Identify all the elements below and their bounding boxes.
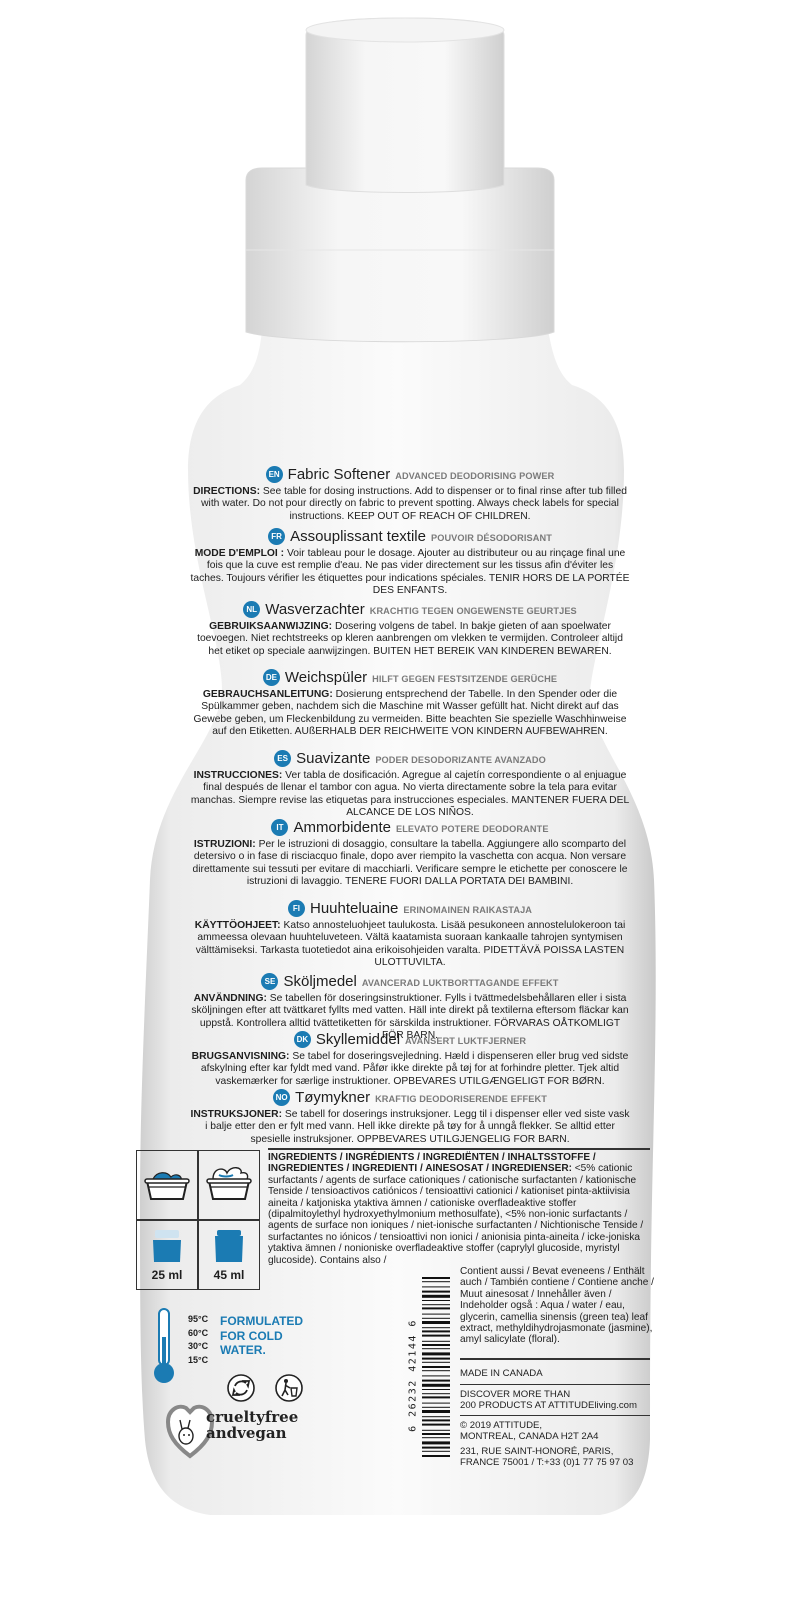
language-badge: EN (266, 466, 283, 483)
address-line-3: 231, RUE SAINT-HONORÉ, PARIS, (460, 1446, 614, 1457)
language-badge: DK (294, 1031, 311, 1048)
cap-base (246, 168, 554, 342)
dosing-cell-large (199, 1221, 259, 1289)
product-tagline: HILFT GEGEN FESTSITZENDE GERÜCHE (372, 674, 558, 684)
temperature-30: 30°C (188, 1341, 209, 1351)
temperature-60: 60°C (188, 1327, 209, 1338)
lang-section-de (190, 671, 630, 738)
directions-label: BRUGSANVISNING: (191, 1051, 290, 1062)
dose-small-label: 25 ml (151, 1268, 183, 1282)
product-tagline: AVANSERT LUKTFJERNER (405, 1036, 527, 1046)
ingredients-text: <5% cationic surfactants / agents de surface cationiques / cationische surfactanten / kationische Tenside / tensioactivos catiónicos / tensioattivi cationici / kationiset pinta-aktiivisia aineita / katjoniska ytaktiva ämnen / cationiske overfladeaktive stoffer (dipalmitoylethyl hydroxyethylmonium methosulfate), <5% non-ionic surfactants / agents de surface non ioniques / niet-ionische surfactanten / Nichtionische Tenside / surfactantes no iónicos / tensioattivi non ionici / anionisia pinta-aineita / icke-joniska ytaktiva ämnen / nonioniske overfladeaktive stoffer (caprylyl glucoside, myristyl glucoside). Contains also / (268, 1163, 644, 1266)
dose-large-label: 45 ml (213, 1268, 245, 1282)
cruelty-free-line-1: crueltyfree (206, 1408, 299, 1426)
cold-water-line-3: WATER. (220, 1343, 266, 1357)
cruelty-free-line-2: andvegan (206, 1424, 287, 1442)
language-badge: NO (273, 1089, 290, 1106)
discover-line-1: DISCOVER MORE THAN (460, 1389, 571, 1400)
address-line-1: © 2019 ATTITUDE, (460, 1420, 543, 1431)
lang-section-fr (190, 530, 630, 597)
directions-label: MODE D'EMPLOI : (194, 548, 285, 559)
language-badge: FI (288, 900, 305, 917)
product-name: Skyllemiddel (315, 1031, 401, 1048)
directions-label: GEBRAUCHSANLEITUNG: (202, 689, 333, 700)
tidy-man-icon (275, 1374, 303, 1402)
lang-section-en (190, 468, 630, 523)
product-name: Sköljmedel (283, 973, 357, 990)
product-name: Ammorbidente (293, 819, 391, 836)
product-tagline: KRAFTIG DEODORISERENDE EFFEKT (375, 1094, 547, 1104)
directions-text: Voir tableau pour le dosage. Ajouter au distributeur ou au rinçage final une fois que la cuve est remplie d'eau. Ne pas vider directement sur les tissus afin d'éviter les taches. Toujours vérifier les étiquettes pour indications spéciales. TENIR HORS DE LA PORTÉE DES ENFANTS. (190, 548, 630, 596)
barcode (420, 1275, 452, 1460)
product-tagline: ELEVATO POTERE DEODORANTE (395, 824, 549, 834)
product-name: Suavizante (296, 750, 371, 767)
product-tagline: POUVOIR DÉSODORISANT (430, 533, 552, 543)
product-tagline: ERINOMAINEN RAIKASTAJA (403, 905, 533, 915)
product-tagline: ADVANCED DEODORISING POWER (395, 471, 555, 481)
address-line-4: FRANCE 75001 / T:+33 (0)1 77 75 97 03 (460, 1457, 634, 1468)
large-cap-icon (209, 1228, 249, 1264)
basin-heavy-load-icon (205, 1165, 253, 1205)
product-tagline: AVANCERAD LUKTBORTTAGANDE EFFEKT (361, 978, 559, 988)
directions-text: Dosering volgens de tabel. In bakje gieten of aan spoelwater toevoegen. Niet rechtstreeks op kleren aanbrengen om vlekken te vermijden. Controleer altijd het etiket op speciale aanwijzingen. BUITEN HET BEREIK VAN KINDEREN BEWAREN. (197, 621, 623, 657)
lang-section-it (190, 821, 630, 888)
product-tagline: KRACHTIG TEGEN ONGEWENSTE GEURTJES (369, 606, 577, 616)
directions-text: See table for dosing instructions. Add to dispenser or to final rinse after tub filled with water. Do not pour directly on fabric to prevent spotting. Always check labels for special instructions. KEEP OUT OF REACH OF CHILDREN. (201, 486, 627, 522)
lang-section-nl (190, 603, 630, 658)
directions-text: Se tabel for doseringsvejledning. Hæld i dispenseren eller brug ved sidste afskylning efter kar fyldt med vand. Påfør ikke direkte på tøj for at forhindre pletter. Tjek altid vaskemærker for særlige instruktioner. OPBEVARES UTILGÆNGELIGT FOR BØRN. (200, 1051, 629, 1087)
info-rule-3 (460, 1415, 650, 1416)
language-badge: DE (263, 669, 280, 686)
product-tagline: PODER DESODORIZANTE AVANZADO (375, 755, 546, 765)
directions-text: Ver tabla de dosificación. Agregue al cajetín correspondiente o al enjuague final después de llenar el tambor con agua. No vierta directamente sobre la tela para evitar manchas. Siempre revise las etiquetas para instrucciones especiales. MANTENER FUERA DEL ALCANCE DE LOS NIÑOS. (190, 770, 630, 818)
dosing-table (136, 1150, 260, 1290)
ingredients-continued: Contient aussi / Bevat eveneens / Enthält auch / También contiene / Contiene anche / Muut ainesosat / Innehåller även / Indeholder også : Aqua / water / eau, glycerin, camellia sinensis (green tea) leaf extract, methyldihydrojasmonate (jasmine), amyl salicylate (floral). (460, 1266, 654, 1346)
directions-text: Per le istruzioni di dosaggio, consultare la tabella. Aggiungere allo scomparto del detersivo o in fase di risciacquo finale, dopo aver riempito la vaschetta con acqua. Non versare direttamente sui tessuti per evitare di macchiarli. Verificare sempre le etichette per conoscere le istruzioni di lavaggio. TENERE FUORI DALLA PORTATA DEI BAMBINI. (192, 839, 628, 887)
directions-text: Katso annosteluohjeet taulukosta. Lisää pesukoneen annostelulokeroon tai ammeessa olevaan huuhteluveteen. Vältä kaatamista suoraan kankaalle tahrojen syntymisen välttämiseksi. Tarkasta tuotetiedot aina erikoisohjeiden varalta. PIDETTÄVÄ POISSA LASTEN ULOTTUVILTA. (195, 920, 626, 968)
barcode-digits: 6 26232 42144 6 (407, 1319, 419, 1432)
cold-water-line-1: FORMULATED (220, 1314, 304, 1328)
dosing-cell-light-load (137, 1151, 197, 1219)
product-name: Wasverzachter (265, 601, 365, 618)
recycle-icon (227, 1374, 255, 1402)
dosing-cell-small (137, 1221, 197, 1289)
product-name: Weichspüler (284, 669, 368, 686)
directions-label: ISTRUZIONI: (193, 839, 256, 850)
language-badge: ES (274, 750, 291, 767)
directions-text: Se tabellen för doseringsinstruktioner. Fylls i tvättmedelsbehållaren eller i sista sköljningen efter att tvättkaret fyllts med vatten. Häll inte direkt på textilerna eftersom fläckar kan uppstå. Kontrollera alltid tvättetiketten för särskilda instruktioner. FÖRVARAS OÅTKOMLIGT FÖR BARN. (191, 993, 629, 1041)
language-badge: IT (271, 819, 288, 836)
directions-text: Se tabell for doserings instruksjoner. Legg til i dispenser eller ved siste vask i balje etter den er fylt med vann. Hell ikke direkte på tøy for å unngå flekker. Se alltid etter spesielle instruksjoner. OPPBEVARES UTILGJENGELIG FOR BARN. (205, 1109, 630, 1145)
language-badge: FR (268, 528, 285, 545)
small-cap-icon (147, 1228, 187, 1264)
directions-label: DIRECTIONS: (193, 486, 261, 497)
lang-section-es (190, 752, 630, 819)
ingredients-heading: INGREDIENTS / INGRÉDIENTS / INGREDIËNTEN / INHALTSSTOFFE / INGREDIENTES / INGREDIENTI / AINESOSAT / INGREDIENSER: (268, 1152, 596, 1175)
directions-text: Dosierung entsprechend der Tabelle. In den Spender oder die Spülkammer geben, nachdem sich die Maschine mit Wasser gefüllt hat. Nicht direkt auf das Gewebe geben, um Fleckenbildung zu vermeiden. Bitte beachten Sie spezielle Waschhinweise auf den Etiketten. AUßERHALB DER REICHWEITE VON KINDERN AUFBEWAHREN. (193, 689, 627, 737)
temperature-95: 95°C (188, 1314, 209, 1324)
temperature-15: 15°C (188, 1354, 209, 1365)
lang-section-fi (190, 902, 630, 969)
directions-label: INSTRUKSJONER: (190, 1109, 283, 1120)
directions-label: INSTRUCCIONES: (193, 770, 283, 781)
temperature-list (188, 1313, 208, 1367)
basin-light-load-icon (143, 1165, 191, 1205)
directions-label: ANVÄNDNING: (193, 993, 267, 1004)
info-rule-2 (460, 1384, 650, 1385)
product-name: Assouplissant textile (290, 528, 426, 545)
language-badge: SE (261, 973, 278, 990)
lang-section-dk (190, 1033, 630, 1088)
product-name: Fabric Softener (287, 466, 391, 483)
cap-spout (306, 18, 504, 193)
cold-water-line-2: FOR COLD (220, 1328, 283, 1343)
product-name: Huuhteluaine (309, 900, 399, 917)
ingredients-panel (268, 1152, 650, 1266)
directions-label: KÄYTTÖOHJEET: (194, 920, 281, 931)
directions-label: GEBRUIKSAANWIJZING: (209, 621, 333, 632)
product-name: Tøymykner (295, 1089, 371, 1106)
discover-line-2: 200 PRODUCTS AT ATTITUDEliving.com (460, 1400, 637, 1411)
dosing-cell-heavy-load (199, 1151, 259, 1219)
thermometer-icon (150, 1307, 180, 1387)
info-rule-1 (460, 1358, 650, 1360)
cruelty-free-claim (206, 1409, 298, 1441)
made-in: MADE IN CANADA (460, 1368, 543, 1379)
language-badge: NL (243, 601, 260, 618)
lang-section-no (190, 1091, 630, 1146)
cold-water-claim (220, 1314, 303, 1358)
address-line-2: MONTREAL, CANADA H2T 2A4 (460, 1431, 599, 1442)
ingredients-top-rule (268, 1148, 650, 1150)
